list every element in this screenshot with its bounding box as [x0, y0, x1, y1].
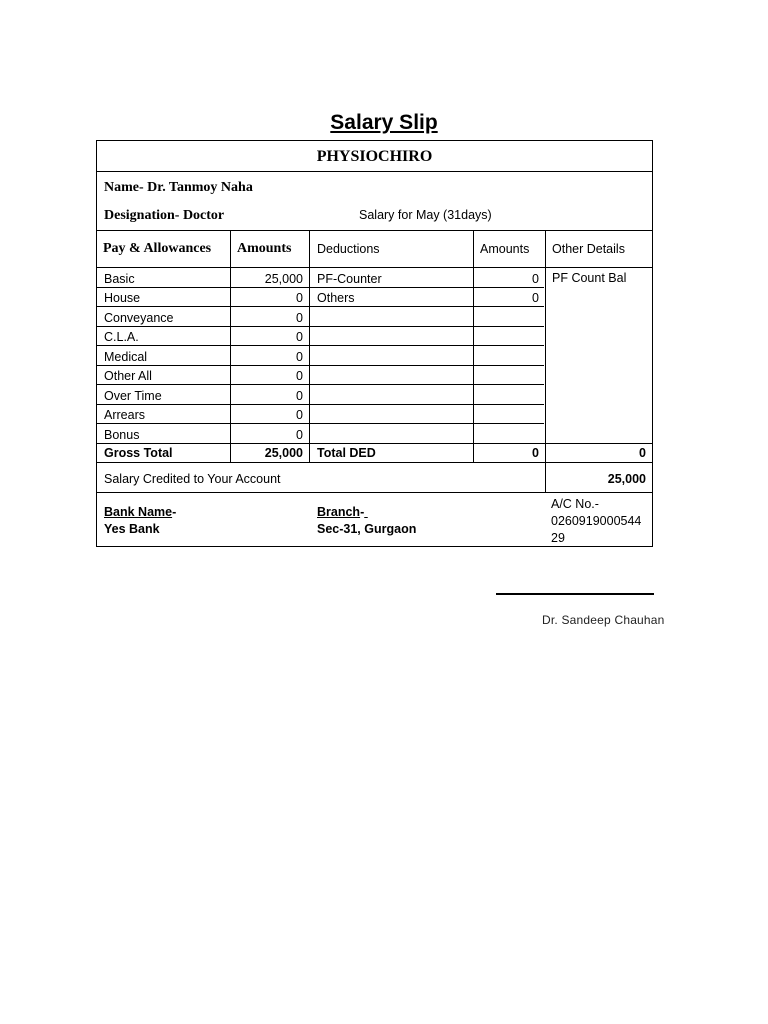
- header-deductions: Deductions: [317, 242, 380, 256]
- allowance-amount: 0: [296, 408, 303, 422]
- branch-label-text: Branch: [317, 505, 361, 519]
- total-deductions-value: 0: [532, 446, 539, 460]
- signature-line: [496, 593, 654, 595]
- divider: [97, 267, 652, 268]
- allowance-label: Over Time: [104, 389, 162, 403]
- allowance-label: Other All: [104, 369, 152, 383]
- allowance-label: C.L.A.: [104, 330, 139, 344]
- bank-name-value: Yes Bank: [104, 522, 160, 536]
- branch-value: Sec-31, Gurgaon: [317, 522, 417, 536]
- deduction-label: PF-Counter: [317, 272, 382, 286]
- account-label: A/C No.-: [551, 497, 599, 511]
- salary-credited-label: Salary Credited to Your Account: [104, 472, 281, 486]
- divider: [97, 492, 652, 493]
- allowance-label: House: [104, 291, 141, 305]
- account-number-line1: 0260919000544: [551, 514, 642, 528]
- other-total-value: 0: [639, 446, 646, 460]
- row-divider: [97, 443, 652, 444]
- allowance-label: Conveyance: [104, 311, 174, 325]
- row-divider: [97, 306, 544, 307]
- row-divider: [97, 404, 544, 405]
- gross-total-value: 25,000: [264, 446, 303, 460]
- header-deduction-amounts: Amounts: [480, 242, 530, 256]
- deduction-amount: 0: [532, 272, 539, 286]
- employee-name: Name- Dr. Tanmoy Naha: [104, 180, 253, 195]
- row-divider: [97, 287, 544, 288]
- other-details-value: PF Count Bal: [552, 271, 627, 285]
- deduction-amount: 0: [532, 291, 539, 305]
- allowance-amount: 25,000: [264, 272, 303, 286]
- company-name: PHYSIOCHIRO: [316, 148, 433, 165]
- branch-label: Branch-: [317, 505, 365, 519]
- allowance-amount: 0: [296, 428, 303, 442]
- allowance-amount: 0: [296, 389, 303, 403]
- total-deductions-label: Total DED: [317, 446, 376, 460]
- salary-slip-table: [96, 140, 653, 547]
- header-pay-allowances: Pay & Allowances: [103, 241, 212, 256]
- deduction-label: Others: [317, 291, 355, 305]
- row-divider: [97, 365, 544, 366]
- account-number-line2: 29: [551, 531, 565, 545]
- signatory-name: Dr. Sandeep Chauhan: [542, 613, 665, 627]
- allowance-amount: 0: [296, 291, 303, 305]
- header-amounts: Amounts: [237, 241, 292, 256]
- salary-credited-value: 25,000: [607, 472, 646, 486]
- row-divider: [97, 423, 544, 424]
- page-title: Salary Slip: [330, 111, 438, 134]
- divider: [97, 462, 652, 463]
- allowance-amount: 0: [296, 330, 303, 344]
- salary-period: Salary for May (31days): [359, 208, 492, 222]
- allowance-label: Bonus: [104, 428, 140, 442]
- row-divider: [97, 384, 544, 385]
- divider: [97, 171, 652, 172]
- employee-designation: Designation- Doctor: [104, 208, 225, 223]
- divider: [97, 230, 652, 231]
- allowance-label: Arrears: [104, 408, 145, 422]
- row-divider: [97, 345, 544, 346]
- allowance-amount: 0: [296, 369, 303, 383]
- row-divider: [97, 326, 544, 327]
- gross-total-label: Gross Total: [104, 446, 173, 460]
- allowance-amount: 0: [296, 311, 303, 325]
- col-divider: [473, 230, 474, 462]
- bank-name-label: Bank Name-: [104, 505, 177, 519]
- col-divider: [309, 230, 310, 462]
- header-other-details: Other Details: [552, 242, 625, 256]
- allowance-label: Medical: [104, 350, 148, 364]
- bank-name-label-text: Bank Name: [104, 505, 173, 519]
- allowance-amount: 0: [296, 350, 303, 364]
- allowance-label: Basic: [104, 272, 135, 286]
